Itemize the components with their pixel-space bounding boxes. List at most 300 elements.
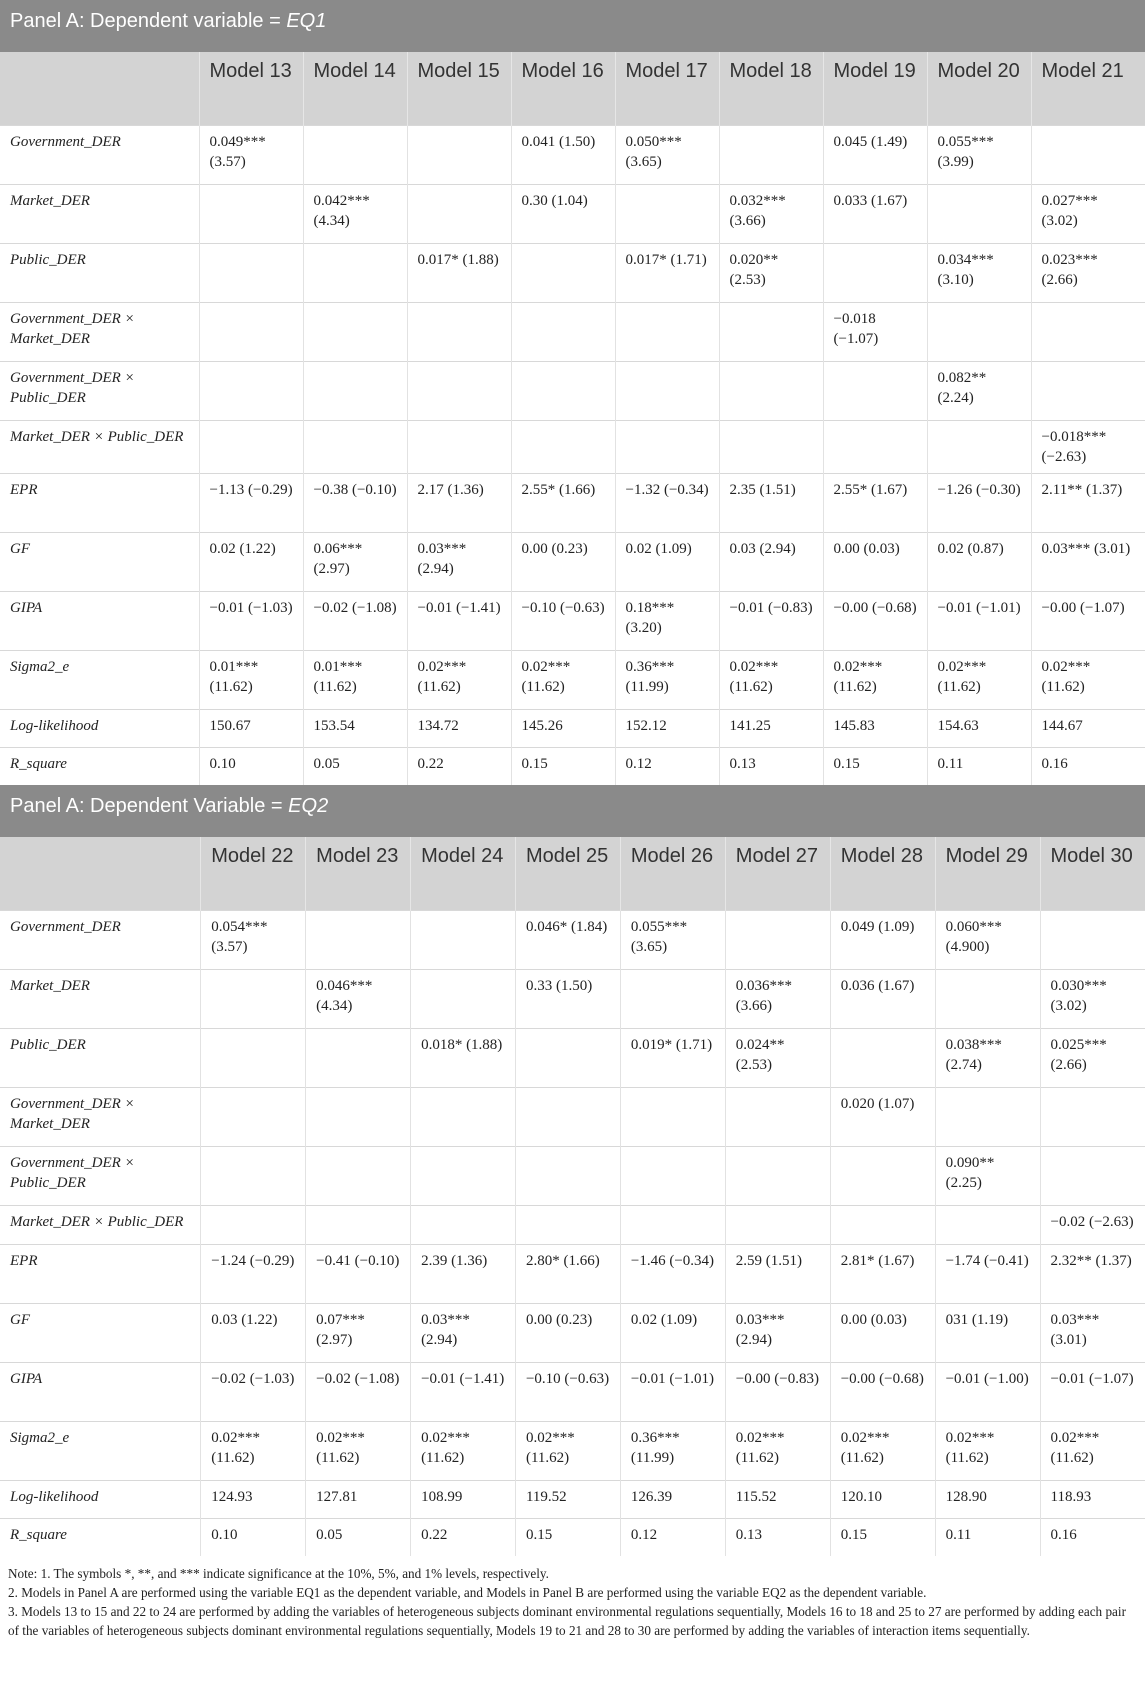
table-cell: −0.01 (−1.00)	[935, 1362, 1040, 1421]
note-2: 2. Models in Panel A are performed using the variable EQ1 as the dependent variable, and Models in Panel B are performed using the variable EQ2 as the dependent variable.	[8, 1585, 927, 1600]
table-cell	[1040, 1087, 1145, 1146]
table-row	[0, 532, 1145, 591]
table-cell: 0.05	[303, 747, 407, 785]
table-cell	[201, 1146, 306, 1205]
table-cell: 0.018* (1.88)	[411, 1028, 516, 1087]
table-row	[0, 1518, 1145, 1556]
table-cell: 0.10	[201, 1518, 306, 1556]
table-cell: 2.11** (1.37)	[1031, 473, 1145, 532]
table-cell: 0.090** (2.25)	[935, 1146, 1040, 1205]
table-cell: 0.023*** (2.66)	[1031, 243, 1145, 302]
table-cell: −0.02 (−1.08)	[303, 591, 407, 650]
table-cell: 120.10	[830, 1480, 935, 1518]
panel-b-title-var: EQ2	[288, 795, 329, 817]
table-cell: −0.01 (−1.41)	[411, 1362, 516, 1421]
row-label: GF	[0, 532, 199, 591]
table-cell: 0.15	[830, 1518, 935, 1556]
table-cell: 0.032*** (3.66)	[719, 184, 823, 243]
table-cell: −0.02 (−1.03)	[201, 1362, 306, 1421]
table-cell	[1031, 302, 1145, 361]
row-label: Government_DER × Public_DER	[0, 1146, 201, 1205]
table-cell: 2.32** (1.37)	[1040, 1244, 1145, 1303]
table-cell: 0.036 (1.67)	[830, 969, 935, 1028]
table-cell: 0.22	[411, 1518, 516, 1556]
row-label: Log-likelihood	[0, 709, 199, 747]
row-label: Government_DER × Public_DER	[0, 361, 199, 420]
row-label: Market_DER	[0, 184, 199, 243]
table-cell	[935, 1087, 1040, 1146]
table-cell	[411, 969, 516, 1028]
table-cell: 0.12	[620, 1518, 725, 1556]
table-cell: 0.046* (1.84)	[515, 910, 620, 969]
table-cell: 0.03*** (3.01)	[1040, 1303, 1145, 1362]
table-cell	[830, 1146, 935, 1205]
table-cell	[306, 1146, 411, 1205]
table-cell: 2.80* (1.66)	[515, 1244, 620, 1303]
table-cell: 0.045 (1.49)	[823, 125, 927, 184]
header-cell-model: Model 18	[719, 52, 823, 125]
table-cell: 0.13	[725, 1518, 830, 1556]
table-row	[0, 650, 1145, 709]
table-cell: 0.050*** (3.65)	[615, 125, 719, 184]
table-cell: 0.02*** (11.62)	[511, 650, 615, 709]
panel-b-title	[0, 785, 1145, 837]
row-label: R_square	[0, 747, 199, 785]
table-cell	[303, 125, 407, 184]
note-3: 3. Models 13 to 15 and 22 to 24 are performed by adding the variables of heterogeneous subjects dominant environmental regulations sequentially, Models 16 to 18 and 25 to 27 are performed by adding each pair of the variables of heterogeneous subjects dominant environmental regulations sequentially, Models 19 to 21 and 28 to 30 are performed by adding the variables of interaction items sequentially.	[8, 1604, 1126, 1638]
table-cell: 0.02 (0.87)	[927, 532, 1031, 591]
table-row	[0, 302, 1145, 361]
table-cell: 0.02*** (11.62)	[1040, 1421, 1145, 1480]
table-cell: 0.017* (1.88)	[407, 243, 511, 302]
table-cell: −0.01 (−1.41)	[407, 591, 511, 650]
table-cell: −0.10 (−0.63)	[515, 1362, 620, 1421]
table-cell	[511, 420, 615, 473]
table-cell: 126.39	[620, 1480, 725, 1518]
row-label: EPR	[0, 473, 199, 532]
table-cell: −0.02 (−1.08)	[306, 1362, 411, 1421]
table-cell: −0.018*** (−2.63)	[1031, 420, 1145, 473]
table-row	[0, 1421, 1145, 1480]
table-cell	[303, 361, 407, 420]
table-cell: 0.03*** (2.94)	[725, 1303, 830, 1362]
row-label: GIPA	[0, 591, 199, 650]
table-cell	[719, 125, 823, 184]
panel-a-title-var: EQ1	[286, 10, 327, 32]
table-cell: 0.02*** (11.62)	[830, 1421, 935, 1480]
table-cell	[411, 1087, 516, 1146]
table-cell: 0.02 (1.09)	[615, 532, 719, 591]
table-cell	[823, 420, 927, 473]
header-cell-model: Model 19	[823, 52, 927, 125]
table-cell: 0.03 (1.22)	[201, 1303, 306, 1362]
table-cell	[823, 361, 927, 420]
header-cell-model: Model 17	[615, 52, 719, 125]
table-cell	[1031, 125, 1145, 184]
table-cell	[719, 302, 823, 361]
row-label: Log-likelihood	[0, 1480, 201, 1518]
table-cell: 0.020 (1.07)	[830, 1087, 935, 1146]
table-row	[0, 473, 1145, 532]
table-cell	[620, 969, 725, 1028]
table-cell: 154.63	[927, 709, 1031, 747]
table-cell: −0.01 (−1.07)	[1040, 1362, 1145, 1421]
table-cell	[306, 1087, 411, 1146]
row-label: Market_DER	[0, 969, 201, 1028]
table-cell: 0.02*** (11.62)	[1031, 650, 1145, 709]
table-cell	[719, 420, 823, 473]
table-cell: 0.042*** (4.34)	[303, 184, 407, 243]
table-cell	[725, 910, 830, 969]
table-cell: 0.041 (1.50)	[511, 125, 615, 184]
table-row	[0, 591, 1145, 650]
table-cell	[719, 361, 823, 420]
table-cell: −0.01 (−1.01)	[927, 591, 1031, 650]
table-cell: 0.054*** (3.57)	[201, 910, 306, 969]
table-row	[0, 361, 1145, 420]
note-1: Note: 1. The symbols *, **, and *** indicate significance at the 10%, 5%, and 1% levels, respectively.	[8, 1566, 549, 1581]
table-cell	[620, 1087, 725, 1146]
table-row	[0, 1303, 1145, 1362]
table-cell: 0.055*** (3.65)	[620, 910, 725, 969]
header-cell-model: Model 20	[927, 52, 1031, 125]
table-cell: 2.55* (1.66)	[511, 473, 615, 532]
table-cell: −0.02 (−2.63)	[1040, 1205, 1145, 1244]
table-cell	[511, 361, 615, 420]
table-cell: 2.59 (1.51)	[725, 1244, 830, 1303]
table-cell: −0.01 (−1.03)	[199, 591, 303, 650]
table-cell: −1.46 (−0.34)	[620, 1244, 725, 1303]
table-cell	[615, 302, 719, 361]
table-row	[0, 1146, 1145, 1205]
table-cell	[201, 1087, 306, 1146]
table-cell: 0.02*** (11.62)	[725, 1421, 830, 1480]
table-cell	[201, 1205, 306, 1244]
table-cell	[511, 243, 615, 302]
table-cell: −0.00 (−1.07)	[1031, 591, 1145, 650]
table-row	[0, 1028, 1145, 1087]
table-cell: 0.02*** (11.62)	[515, 1421, 620, 1480]
header-cell-model: Model 25	[515, 837, 620, 910]
table-cell: −0.10 (−0.63)	[511, 591, 615, 650]
table-cell	[515, 1087, 620, 1146]
table-cell	[306, 1205, 411, 1244]
panel-a-header	[0, 52, 1145, 125]
table-cell	[201, 1028, 306, 1087]
table-cell	[511, 302, 615, 361]
table-cell: 0.049 (1.09)	[830, 910, 935, 969]
table-cell	[303, 302, 407, 361]
table-cell	[303, 420, 407, 473]
header-cell-model: Model 27	[725, 837, 830, 910]
table-row	[0, 1205, 1145, 1244]
panel-a-table	[0, 52, 1145, 785]
table-cell	[620, 1146, 725, 1205]
table-cell: 0.02*** (11.62)	[927, 650, 1031, 709]
table-cell: 0.01*** (11.62)	[199, 650, 303, 709]
table-cell: 0.055*** (3.99)	[927, 125, 1031, 184]
table-cell: 0.02 (1.09)	[620, 1303, 725, 1362]
panel-b-body	[0, 910, 1145, 1556]
table-cell	[927, 184, 1031, 243]
header-cell-model: Model 15	[407, 52, 511, 125]
table-cell: 0.02 (1.22)	[199, 532, 303, 591]
table-cell: 0.07*** (2.97)	[306, 1303, 411, 1362]
table-cell: 0.038*** (2.74)	[935, 1028, 1040, 1087]
table-cell	[1031, 361, 1145, 420]
table-cell	[935, 969, 1040, 1028]
table-notes	[0, 1556, 1145, 1640]
table-row	[0, 910, 1145, 969]
table-cell: 0.020** (2.53)	[719, 243, 823, 302]
table-row	[0, 184, 1145, 243]
table-cell: 0.03*** (2.94)	[407, 532, 511, 591]
table-cell	[615, 184, 719, 243]
header-cell-model: Model 23	[306, 837, 411, 910]
row-label: Government_DER	[0, 910, 201, 969]
table-cell: −0.38 (−0.10)	[303, 473, 407, 532]
table-cell	[927, 302, 1031, 361]
table-cell: −1.13 (−0.29)	[199, 473, 303, 532]
row-label: R_square	[0, 1518, 201, 1556]
table-cell	[935, 1205, 1040, 1244]
header-row	[0, 837, 1145, 910]
table-cell: 2.81* (1.67)	[830, 1244, 935, 1303]
table-cell: 119.52	[515, 1480, 620, 1518]
table-cell: 2.55* (1.67)	[823, 473, 927, 532]
table-cell: 0.16	[1031, 747, 1145, 785]
table-cell: 0.15	[515, 1518, 620, 1556]
table-cell	[515, 1205, 620, 1244]
header-row	[0, 52, 1145, 125]
table-cell: 152.12	[615, 709, 719, 747]
table-cell: 141.25	[719, 709, 823, 747]
table-cell: 115.52	[725, 1480, 830, 1518]
row-label: Government_DER	[0, 125, 199, 184]
table-cell	[199, 420, 303, 473]
table-cell: 0.036*** (3.66)	[725, 969, 830, 1028]
table-row	[0, 747, 1145, 785]
header-cell-model: Model 13	[199, 52, 303, 125]
table-cell: 2.39 (1.36)	[411, 1244, 516, 1303]
table-cell	[725, 1146, 830, 1205]
table-cell	[620, 1205, 725, 1244]
row-label: Public_DER	[0, 1028, 201, 1087]
table-cell	[615, 361, 719, 420]
table-cell: 0.02*** (11.62)	[411, 1421, 516, 1480]
row-label: Government_DER × Market_DER	[0, 302, 199, 361]
table-cell	[830, 1028, 935, 1087]
table-cell: 0.12	[615, 747, 719, 785]
table-row	[0, 243, 1145, 302]
table-cell: 0.02*** (11.62)	[935, 1421, 1040, 1480]
table-cell	[927, 420, 1031, 473]
table-row	[0, 1087, 1145, 1146]
table-cell: −0.018 (−1.07)	[823, 302, 927, 361]
row-label: EPR	[0, 1244, 201, 1303]
table-cell: 0.11	[927, 747, 1031, 785]
table-cell	[407, 302, 511, 361]
table-cell: 0.03*** (3.01)	[1031, 532, 1145, 591]
table-cell: 0.01*** (11.62)	[303, 650, 407, 709]
table-cell: 0.05	[306, 1518, 411, 1556]
table-cell: 0.36*** (11.99)	[615, 650, 719, 709]
table-cell: 2.35 (1.51)	[719, 473, 823, 532]
panel-b-table	[0, 837, 1145, 1556]
row-label: GF	[0, 1303, 201, 1362]
table-cell: 150.67	[199, 709, 303, 747]
header-cell-model: Model 30	[1040, 837, 1145, 910]
table-cell	[1040, 910, 1145, 969]
table-cell: 0.034*** (3.10)	[927, 243, 1031, 302]
header-cell-model: Model 26	[620, 837, 725, 910]
table-cell	[411, 1146, 516, 1205]
table-cell: 0.025*** (2.66)	[1040, 1028, 1145, 1087]
table-cell: 127.81	[306, 1480, 411, 1518]
table-cell: −1.32 (−0.34)	[615, 473, 719, 532]
table-cell: 0.13	[719, 747, 823, 785]
table-cell	[411, 1205, 516, 1244]
table-cell: 0.02*** (11.62)	[201, 1421, 306, 1480]
table-cell: −1.74 (−0.41)	[935, 1244, 1040, 1303]
row-label: GIPA	[0, 1362, 201, 1421]
table-cell	[515, 1028, 620, 1087]
table-cell: 108.99	[411, 1480, 516, 1518]
table-cell	[407, 420, 511, 473]
table-cell	[303, 243, 407, 302]
table-cell: 2.17 (1.36)	[407, 473, 511, 532]
table-cell	[830, 1205, 935, 1244]
table-cell	[411, 910, 516, 969]
table-cell: 0.019* (1.71)	[620, 1028, 725, 1087]
table-cell: 0.030*** (3.02)	[1040, 969, 1145, 1028]
table-cell: 0.02*** (11.62)	[306, 1421, 411, 1480]
table-cell: 118.93	[1040, 1480, 1145, 1518]
table-cell: 0.00 (0.23)	[511, 532, 615, 591]
table-cell: −0.01 (−1.01)	[620, 1362, 725, 1421]
table-cell: 0.15	[511, 747, 615, 785]
table-cell: 0.082** (2.24)	[927, 361, 1031, 420]
panel-a-title-prefix: Panel A: Dependent variable =	[10, 10, 287, 32]
table-cell	[306, 1028, 411, 1087]
table-cell: 0.00 (0.03)	[830, 1303, 935, 1362]
header-cell-model: Model 22	[201, 837, 306, 910]
table-cell: −0.00 (−0.68)	[830, 1362, 935, 1421]
table-cell: −0.01 (−0.83)	[719, 591, 823, 650]
table-cell: 0.11	[935, 1518, 1040, 1556]
table-cell: 0.049*** (3.57)	[199, 125, 303, 184]
table-cell: 0.033 (1.67)	[823, 184, 927, 243]
table-cell	[1040, 1146, 1145, 1205]
table-cell: 0.02*** (11.62)	[719, 650, 823, 709]
table-cell: 0.33 (1.50)	[515, 969, 620, 1028]
header-cell-model: Model 14	[303, 52, 407, 125]
table-cell	[725, 1087, 830, 1146]
table-cell	[407, 361, 511, 420]
table-row	[0, 125, 1145, 184]
table-row	[0, 969, 1145, 1028]
row-label: Sigma2_e	[0, 650, 199, 709]
table-cell: −1.24 (−0.29)	[201, 1244, 306, 1303]
table-cell: 145.26	[511, 709, 615, 747]
table-cell: 0.060*** (4.900)	[935, 910, 1040, 969]
table-cell	[199, 243, 303, 302]
table-cell: 0.024** (2.53)	[725, 1028, 830, 1087]
table-cell: 0.046*** (4.34)	[306, 969, 411, 1028]
table-cell	[407, 125, 511, 184]
header-cell-model: Model 21	[1031, 52, 1145, 125]
table-cell: 128.90	[935, 1480, 1040, 1518]
table-cell: 124.93	[201, 1480, 306, 1518]
table-cell: −0.41 (−0.10)	[306, 1244, 411, 1303]
table-cell	[725, 1205, 830, 1244]
row-label: Government_DER × Market_DER	[0, 1087, 201, 1146]
table-cell: 0.03 (2.94)	[719, 532, 823, 591]
table-cell: 0.18*** (3.20)	[615, 591, 719, 650]
table-cell: 0.027*** (3.02)	[1031, 184, 1145, 243]
table-cell: 0.36*** (11.99)	[620, 1421, 725, 1480]
table-cell: 0.00 (0.23)	[515, 1303, 620, 1362]
table-cell: 134.72	[407, 709, 511, 747]
table-row	[0, 1244, 1145, 1303]
table-cell	[199, 302, 303, 361]
row-label: Sigma2_e	[0, 1421, 201, 1480]
table-cell: 0.10	[199, 747, 303, 785]
header-cell-model: Model 24	[411, 837, 516, 910]
table-cell: 0.02*** (11.62)	[407, 650, 511, 709]
table-cell	[201, 969, 306, 1028]
table-cell: 145.83	[823, 709, 927, 747]
table-cell: 0.30 (1.04)	[511, 184, 615, 243]
table-cell: 0.00 (0.03)	[823, 532, 927, 591]
table-cell: 153.54	[303, 709, 407, 747]
row-label: Public_DER	[0, 243, 199, 302]
panel-a-title	[0, 0, 1145, 52]
panel-a-body	[0, 125, 1145, 785]
table-row	[0, 420, 1145, 473]
header-cell-variable	[0, 837, 201, 910]
table-cell: 0.16	[1040, 1518, 1145, 1556]
table-row	[0, 1480, 1145, 1518]
table-cell: 144.67	[1031, 709, 1145, 747]
table-cell	[407, 184, 511, 243]
panel-b-title-prefix: Panel A: Dependent Variable =	[10, 795, 289, 817]
table-cell: 0.02*** (11.62)	[823, 650, 927, 709]
header-cell-model: Model 29	[935, 837, 1040, 910]
row-label: Market_DER × Public_DER	[0, 420, 199, 473]
table-cell: −0.00 (−0.83)	[725, 1362, 830, 1421]
table-cell: 031 (1.19)	[935, 1303, 1040, 1362]
table-row	[0, 709, 1145, 747]
header-cell-model: Model 28	[830, 837, 935, 910]
table-cell: −0.00 (−0.68)	[823, 591, 927, 650]
table-cell	[615, 420, 719, 473]
table-cell: 0.017* (1.71)	[615, 243, 719, 302]
table-cell: −1.26 (−0.30)	[927, 473, 1031, 532]
panel-b-header	[0, 837, 1145, 910]
header-cell-model: Model 16	[511, 52, 615, 125]
table-row	[0, 1362, 1145, 1421]
table-cell: 0.03*** (2.94)	[411, 1303, 516, 1362]
table-cell	[199, 184, 303, 243]
table-cell	[515, 1146, 620, 1205]
header-cell-variable	[0, 52, 199, 125]
table-cell	[823, 243, 927, 302]
row-label: Market_DER × Public_DER	[0, 1205, 201, 1244]
table-cell	[306, 910, 411, 969]
table-cell: 0.06*** (2.97)	[303, 532, 407, 591]
table-cell	[199, 361, 303, 420]
